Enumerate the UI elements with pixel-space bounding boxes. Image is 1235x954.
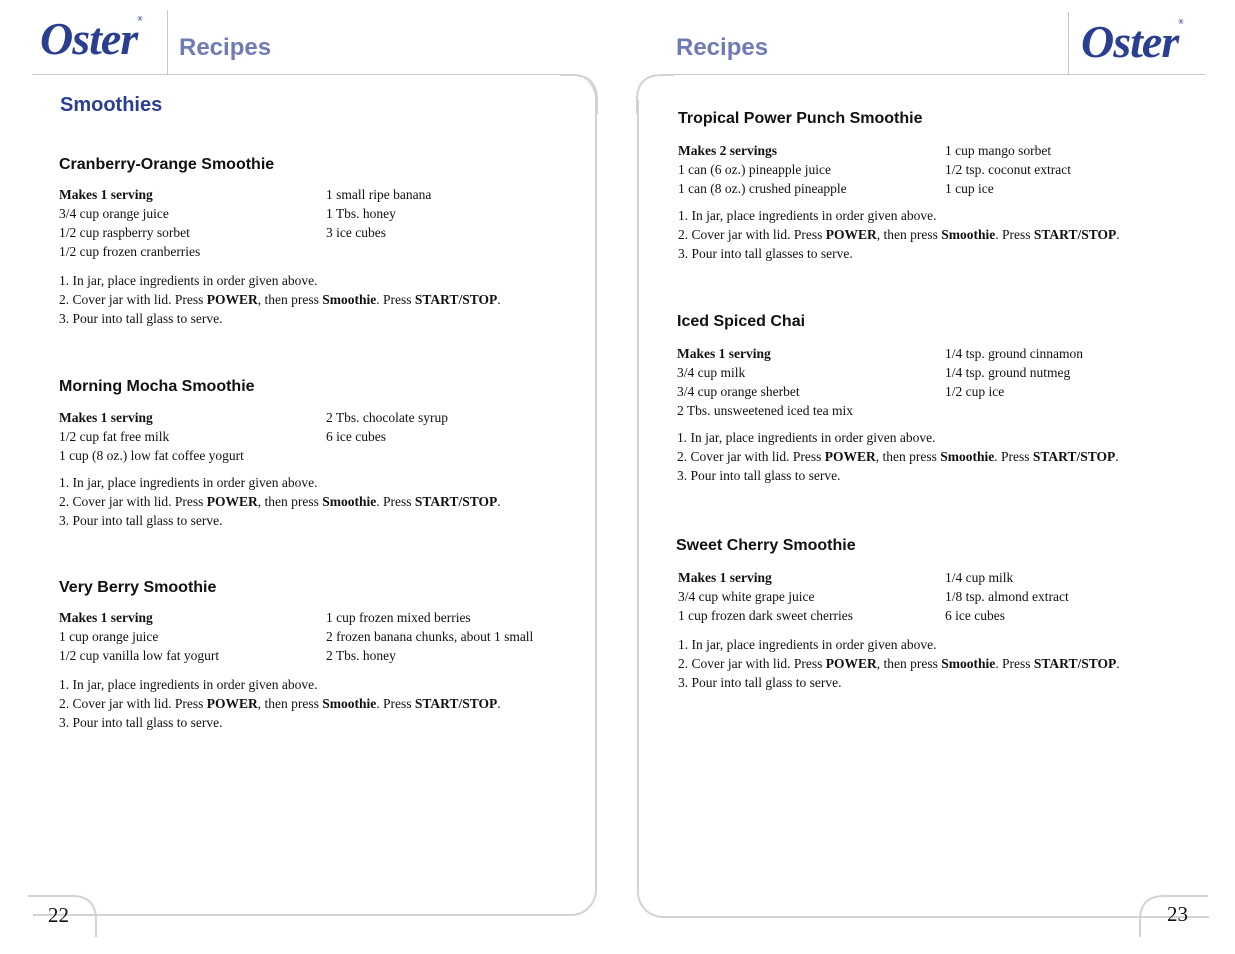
step-2: 2. Cover jar with lid. Press POWER, then press Smoothie. Press START/STOP. — [59, 494, 501, 509]
recipe-sweet-cherry — [676, 537, 1196, 692]
ingredient: 3/4 cup orange sherbet — [677, 384, 800, 399]
oster-logo-right: Oster® — [1081, 16, 1183, 67]
recipe-tropical-power-punch — [678, 110, 1198, 263]
ingredient: 3/4 cup white grape juice — [678, 589, 815, 604]
ingredient: 6 ice cubes — [945, 608, 1005, 623]
ingredient: 1/2 cup vanilla low fat yogurt — [59, 648, 220, 663]
step-3: 3. Pour into tall glass to serve. — [59, 715, 223, 730]
ingredient: 1 small ripe banana — [326, 187, 432, 202]
ingredient: 1/4 tsp. ground nutmeg — [945, 365, 1071, 380]
step-2: 2. Cover jar with lid. Press POWER, then press Smoothie. Press START/STOP. — [59, 292, 501, 307]
oster-logo-left: Oster® — [40, 13, 142, 64]
recipe-very-berry — [59, 579, 579, 732]
ingredient: 1 cup ice — [945, 181, 994, 196]
ingredient: 3/4 cup orange juice — [59, 206, 169, 221]
step-1: 1. In jar, place ingredients in order given above. — [677, 430, 936, 445]
ingredient: 3/4 cup milk — [677, 365, 746, 380]
ingredient: 1 cup mango sorbet — [945, 143, 1052, 158]
ingredient: 1/4 tsp. ground cinnamon — [945, 346, 1083, 361]
ingredient: 1/2 cup fat free milk — [59, 429, 170, 444]
ingredient: 1 cup orange juice — [59, 629, 159, 644]
page-number-right: 23 — [1167, 902, 1188, 926]
recipe-cranberry-orange — [59, 156, 559, 328]
step-2: 2. Cover jar with lid. Press POWER, then press Smoothie. Press START/STOP. — [59, 696, 501, 711]
ingredient: 1 can (6 oz.) pineapple juice — [678, 162, 831, 177]
ingredient: 1/2 tsp. coconut extract — [945, 162, 1071, 177]
step-3: 3. Pour into tall glass to serve. — [678, 675, 842, 690]
recipe-iced-spiced-chai — [677, 313, 1197, 485]
ingredient: 2 frozen banana chunks, about 1 small — [326, 629, 534, 644]
serving-size: Makes 1 serving — [678, 570, 772, 585]
page-number-left: 22 — [48, 903, 69, 927]
step-1: 1. In jar, place ingredients in order given above. — [678, 637, 937, 652]
ingredient: 1 Tbs. honey — [326, 206, 396, 221]
step-3: 3. Pour into tall glass to serve. — [677, 468, 841, 483]
recipe-title: Morning Mocha Smoothie — [59, 378, 255, 395]
ingredient: 1 cup (8 oz.) low fat coffee yogurt — [59, 448, 244, 463]
panel-corner-left — [560, 74, 600, 114]
step-1: 1. In jar, place ingredients in order given above. — [59, 677, 318, 692]
section-title-smoothies: Smoothies — [60, 94, 163, 116]
step-1: 1. In jar, place ingredients in order given above. — [678, 208, 937, 223]
recipe-morning-mocha — [59, 378, 559, 530]
ingredient: 6 ice cubes — [326, 429, 386, 444]
recipe-title: Iced Spiced Chai — [677, 313, 806, 330]
ingredient: 1 can (8 oz.) crushed pineapple — [678, 181, 847, 196]
serving-size: Makes 1 serving — [59, 187, 153, 202]
ingredient: 2 Tbs. honey — [326, 648, 396, 663]
step-3: 3. Pour into tall glass to serve. — [59, 513, 223, 528]
step-2: 2. Cover jar with lid. Press POWER, then press Smoothie. Press START/STOP. — [678, 656, 1120, 671]
header-title-right: Recipes — [676, 34, 769, 61]
ingredient: 1/4 cup milk — [945, 570, 1014, 585]
step-3: 3. Pour into tall glasses to serve. — [678, 246, 853, 261]
step-1: 1. In jar, place ingredients in order given above. — [59, 273, 318, 288]
step-1: 1. In jar, place ingredients in order given above. — [59, 475, 318, 490]
serving-size: Makes 1 serving — [59, 610, 153, 625]
ingredient: 1/2 cup ice — [945, 384, 1005, 399]
ingredient: 2 Tbs. chocolate syrup — [326, 410, 448, 425]
ingredient: 3 ice cubes — [326, 225, 386, 240]
recipe-title: Very Berry Smoothie — [59, 579, 217, 596]
step-2: 2. Cover jar with lid. Press POWER, then press Smoothie. Press START/STOP. — [678, 227, 1120, 242]
header-rule-right — [665, 74, 1205, 75]
recipe-title: Sweet Cherry Smoothie — [676, 537, 856, 554]
header-title-left: Recipes — [179, 34, 272, 61]
serving-size: Makes 1 serving — [677, 346, 771, 361]
ingredient: 1/2 cup raspberry sorbet — [59, 225, 190, 240]
ingredient: 1 cup frozen dark sweet cherries — [678, 608, 854, 623]
recipe-title: Cranberry-Orange Smoothie — [59, 156, 275, 173]
serving-size: Makes 2 servings — [678, 143, 777, 158]
header-divider-right — [1068, 12, 1069, 74]
header-divider-left — [167, 10, 168, 74]
ingredient: 1/8 tsp. almond extract — [945, 589, 1069, 604]
ingredient: 2 Tbs. unsweetened iced tea mix — [677, 403, 853, 418]
step-3: 3. Pour into tall glass to serve. — [59, 311, 223, 326]
step-2: 2. Cover jar with lid. Press POWER, then press Smoothie. Press START/STOP. — [677, 449, 1119, 464]
serving-size: Makes 1 serving — [59, 410, 153, 425]
recipe-title: Tropical Power Punch Smoothie — [678, 110, 923, 127]
ingredient: 1 cup frozen mixed berries — [326, 610, 471, 625]
ingredient: 1/2 cup frozen cranberries — [59, 244, 201, 259]
